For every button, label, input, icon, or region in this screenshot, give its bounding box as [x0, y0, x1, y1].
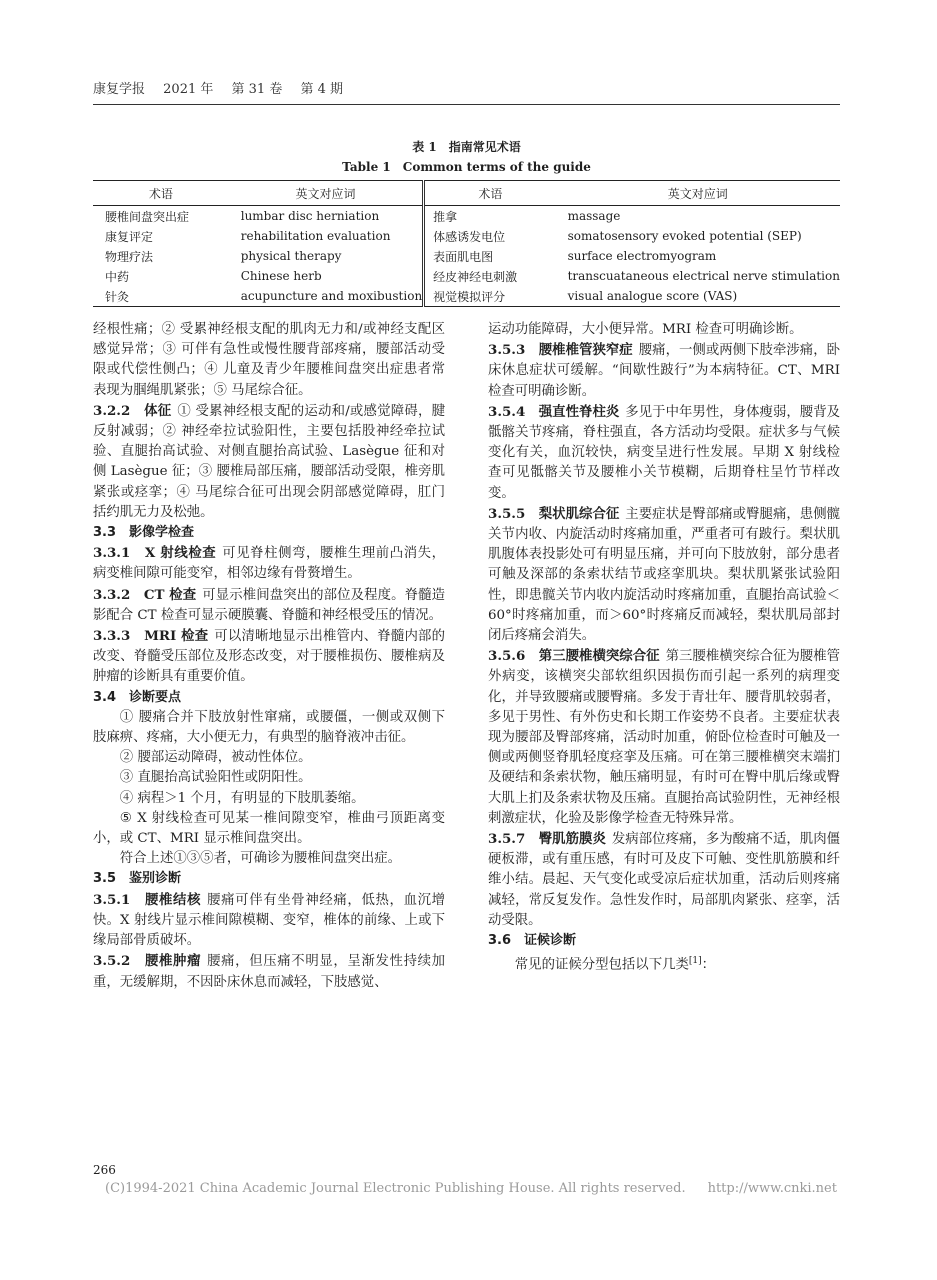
subsection-title: 臀肌筋膜炎	[538, 831, 606, 848]
subsection-3-5-6	[488, 646, 840, 829]
subsection-number: 3.3.3	[93, 628, 131, 645]
subsection-title: 强直性脊柱炎	[538, 403, 620, 420]
subsection-3-2-2	[93, 401, 445, 523]
diagnosis-point: ② 腰部运动障碍，被动性体位。	[119, 750, 312, 766]
subsection-text: 发病部位疼痛，多为酸痛不适，肌肉僵硬板滞，或有重压感，有时可及皮下可触、变性肌筋膜和纤维小结。晨起、天气变化或受凉后症状加重，活动后则疼痛减轻，常反复发作。急性发作时，局部肌肉紧张、痉挛，活动受限。	[488, 832, 841, 928]
subsection-text: 腰痛，但压痛不明显，呈渐发性持续加重，无缓解期，不因卧床休息而减轻，下肢感觉、	[93, 954, 446, 990]
subsection-3-3-1	[93, 543, 445, 584]
section-heading-3-6: 3.6 证候诊断	[488, 933, 577, 949]
subsection-number: 3.5.3	[488, 342, 526, 359]
header-rule	[93, 104, 840, 105]
table-cell: acupuncture and moxibustion	[229, 286, 424, 307]
subsection-number: 3.5.6	[488, 648, 526, 665]
section-heading-3-3: 3.3 影像学检查	[93, 525, 195, 541]
subsection-3-5-5	[488, 504, 840, 646]
terms-table	[93, 180, 840, 307]
table-row	[93, 226, 840, 246]
right-column	[488, 320, 840, 976]
header-english: 英文对应词	[229, 181, 424, 206]
subsection-3-3-2	[93, 585, 445, 626]
subsection-title: 腰椎结核	[144, 891, 202, 908]
subsection-number: 3.3.2	[93, 586, 131, 603]
page-number: 266	[93, 1163, 116, 1177]
subsection-3-5-4	[488, 402, 840, 504]
subsection-text: 多见于中年男性，身体瘦弱，腰背及骶髂关节疼痛，脊柱强直，各方活动均受限。症状多与气候变化有关，血沉较快，病变呈进行性发展。早期 X 射线检查可见骶髂关节及腰椎小关节模糊，后期脊柱呈竹节样改变。	[488, 404, 841, 501]
table-cell: visual analogue score (VAS)	[556, 286, 840, 307]
subsection-text: 可以清晰地显示出椎管内、脊髓内部的改变、脊髓受压部位及形态改变，对于腰椎损伤、腰椎病及肿瘤的诊断具有重要价值。	[93, 629, 445, 685]
subsection-text: ① 受累神经根支配的运动和/或感觉障碍，腱反射减弱；② 神经牵拉试验阳性，主要包括股神经牵拉试验、直腿抬高试验、对侧直腿抬高试验、Lasègue 征和对侧 Lasègue 征；③ 腰椎局部压痛，腰部活动受限，椎旁肌紧张或痉挛；④ 马尾综合征可出现会阴部感觉障碍，肛门括约肌无力及松弛。	[93, 403, 446, 520]
table-row	[93, 246, 840, 266]
diagnosis-point: ③ 直腿抬高试验阳性或阴阳性。	[119, 770, 312, 786]
table-cell: 推拿	[433, 209, 458, 224]
table-row	[93, 266, 840, 286]
diagnosis-point: ① 腰痛合并下肢放射性窜痛，或腰僵，一侧或双侧下肢麻痹、疼痛，大小便无力，有典型的脑脊液冲击征。	[93, 709, 445, 746]
subsection-text: 腰痛可伴有坐骨神经痛，低热，血沉增快。X 射线片显示椎间隙模糊、变窄，椎体的前缘、上或下缘局部骨质破坏。	[93, 892, 446, 949]
citation-ref[interactable]: [1]	[688, 956, 702, 967]
diagnosis-point: ④ 病程＞1 个月，有明显的下肢肌萎缩。	[119, 790, 365, 806]
subsection-title: 梨状肌综合征	[538, 505, 620, 522]
subsection-number: 3.5.5	[488, 505, 526, 522]
paragraph	[488, 951, 840, 976]
table-cell: Chinese herb	[229, 266, 424, 286]
paragraph-text: 常见的证候分型包括以下几类	[514, 957, 689, 973]
subsection-3-5-2	[93, 951, 445, 992]
section-heading-3-4: 3.4 诊断要点	[93, 689, 182, 705]
left-column	[93, 320, 445, 993]
subsection-text: 可显示椎间盘突出的部位及程度。脊髓造影配合 CT 检查可显示硬膜囊、脊髓和神经根受压的情况。	[93, 587, 445, 623]
journal-name: 康复学报	[93, 82, 146, 97]
journal-issue: 第 4 期	[300, 82, 344, 97]
subsection-text: 第三腰椎横突综合征为腰椎管外病变，该横突尖部软组织因损伤而引起一系列的病理变化，并导致腰痛或腰臀痛。多发于青壮年、腰背肌较弱者，多见于男性、有外伤史和长期工作姿势不良者。主要症状表现为腰部及臀部疼痛，活动时加重，俯卧位检查时可触及一侧或两侧竖脊肌轻度痉挛及压痛。可在第三腰椎横突末端扪及硬结和条索状物，触压痛明显，有时可在臀中肌后缘或臀大肌上扪及条索状物及压痛。直腿抬高试验阴性，无神经根刺激症状，化验及影像学检查无特殊异常。	[488, 649, 841, 826]
subsection-number: 3.5.7	[488, 831, 526, 848]
journal-volume: 第 31 卷	[231, 82, 283, 97]
subsection-title: 体征	[144, 402, 172, 419]
table-cell: transcuataneous electrical nerve stimulation	[567, 269, 840, 283]
table-row	[93, 206, 840, 227]
paragraph-end: ：	[701, 957, 716, 973]
table-cell: physical therapy	[229, 246, 424, 266]
subsection-title: 腰椎肿瘤	[144, 953, 202, 970]
subsection-text: 腰痛，一侧或两侧下肢牵涉痛，卧床休息症状可缓解。“间歇性跛行”为本病特征。CT、MRI 检查可明确诊断。	[488, 343, 841, 399]
subsection-number: 3.5.1	[93, 891, 131, 908]
subsection-3-5-3	[488, 340, 840, 402]
copyright-text: (C)1994-2021 China Academic Journal Electronic Publishing House. All rights reserved.	[105, 1181, 686, 1196]
subsection-number: 3.5.4	[488, 403, 526, 420]
paragraph: 经根性痛；② 受累神经根支配的肌肉无力和/或神经支配区感觉异常；③ 可伴有急性或慢性腰背部疼痛，腰部活动受限或代偿性侧凸；④ 儿童及青少年腰椎间盘突出症患者常表现为腘绳肌紧张；⑤ 马尾综合征。	[93, 322, 445, 398]
running-header	[93, 78, 840, 104]
subsection-title: MRI 检查	[144, 628, 209, 645]
subsection-3-3-3	[93, 626, 445, 688]
paragraph: 运动功能障碍，大小便异常。MRI 检查可明确诊断。	[488, 322, 803, 337]
diagnosis-point: ⑤ X 射线检查可见某一椎间隙变窄，椎曲弓顶距离变小，或 CT、MRI 显示椎间盘突出。	[93, 810, 445, 847]
diagnosis-conclusion: 符合上述①③⑤者，可确诊为腰椎间盘突出症。	[119, 851, 401, 867]
table-cell: 体感诱发电位	[433, 229, 506, 244]
header-term: 术语	[424, 181, 556, 206]
table-cell: surface electromyogram	[567, 249, 717, 263]
table-cell: 物理疗法	[105, 249, 154, 264]
table-cell: 中药	[105, 269, 130, 284]
table-cell: massage	[567, 209, 621, 223]
header-term: 术语	[93, 181, 229, 206]
subsection-3-5-1	[93, 890, 445, 952]
table-cell: 视觉模拟评分	[424, 286, 556, 307]
table-cell: 经皮神经电刺激	[433, 269, 518, 284]
table-caption-cn: 表 1 指南常见术语	[412, 140, 521, 154]
subsection-number: 3.5.2	[93, 953, 131, 970]
table-cell: 表面肌电图	[433, 249, 494, 264]
table-cell: 针灸	[93, 286, 229, 307]
table-cell: rehabilitation evaluation	[229, 226, 424, 246]
table-cell: 康复评定	[105, 229, 154, 244]
subsection-text: 主要症状是臀部痛或臀腿痛，患侧髋关节内收、内旋活动时疼痛加重，严重者可有跛行。梨状肌肌腹体表投影处可有明显压痛，并可向下肢放射，部分患者可触及深部的条索状结节或痉挛肌块。梨状肌紧张试验阳性，即患髋关节内收内旋活动时疼痛加重，直腿抬高试验＜60°时疼痛加重，而＞60°时疼痛反而减轻，梨状肌局部封闭后疼痛会消失。	[488, 506, 841, 644]
table-cell: somatosensory evoked potential (SEP)	[567, 229, 802, 243]
table-cell: lumbar disc herniation	[229, 206, 424, 227]
table-cell: 腰椎间盘突出症	[105, 209, 190, 224]
section-heading-3-5: 3.5 鉴别诊断	[93, 871, 182, 887]
subsection-number: 3.2.2	[93, 402, 131, 419]
copyright-footer	[105, 1181, 837, 1196]
subsection-title: X 射线检查	[144, 545, 217, 562]
table-caption-en: Table 1 Common terms of the guide	[342, 160, 591, 174]
subsection-title: 腰椎椎管狭窄症	[538, 342, 633, 359]
subsection-title: CT 检查	[143, 586, 197, 603]
subsection-text: 可见脊柱侧弯，腰椎生理前凸消失，病变椎间隙可能变窄，相邻边缘有骨赘增生。	[93, 546, 446, 582]
subsection-title: 第三腰椎横突综合征	[538, 648, 660, 665]
table-header-row	[93, 181, 840, 206]
journal-year: 2021 年	[163, 82, 214, 97]
table-row	[93, 286, 840, 307]
subsection-number: 3.3.1	[93, 545, 131, 562]
cnki-link[interactable]: http://www.cnki.net	[707, 1181, 837, 1196]
subsection-3-5-7	[488, 829, 840, 931]
header-english: 英文对应词	[556, 181, 840, 206]
